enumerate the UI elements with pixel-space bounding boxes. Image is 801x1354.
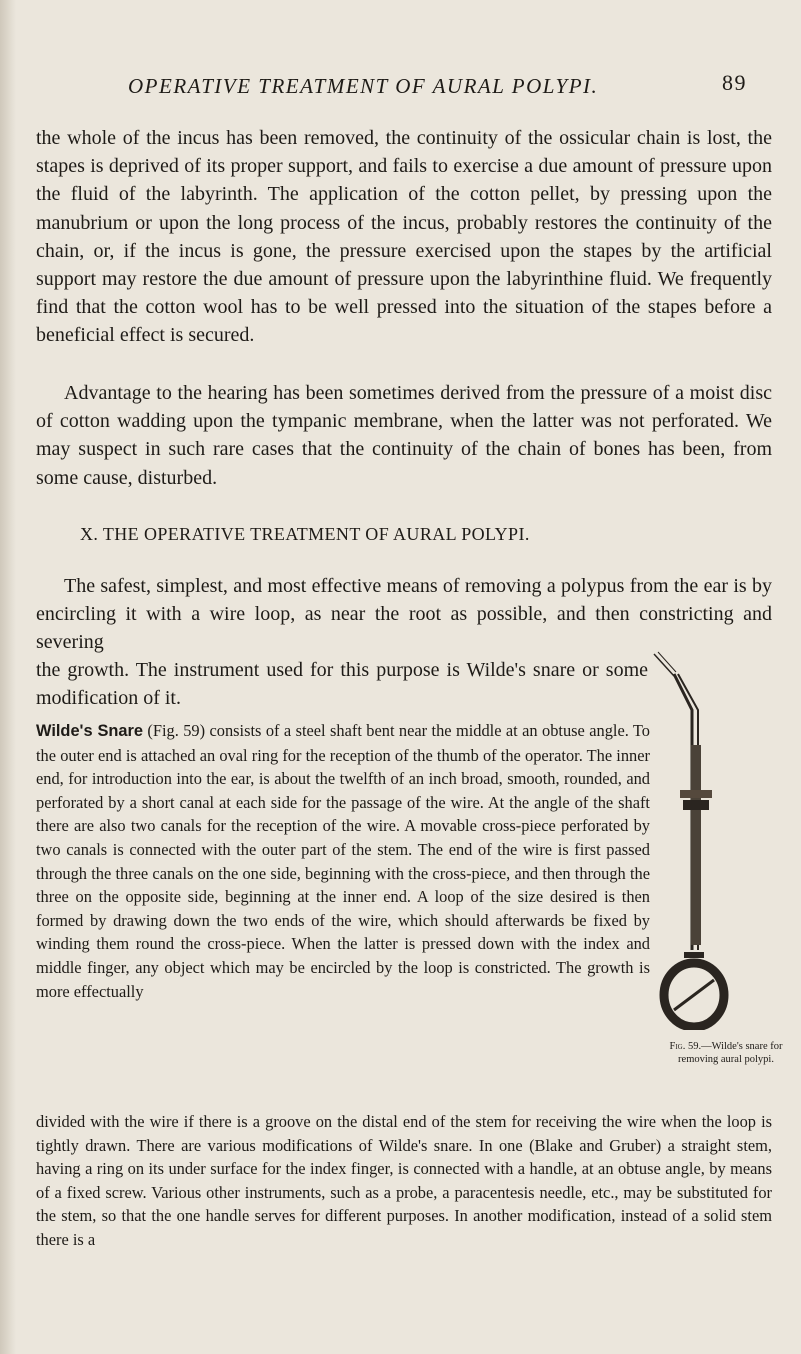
paragraph-4: [36, 719, 650, 1003]
wilde-snare-lead: Wilde's Snare: [36, 722, 143, 740]
paragraph-1: the whole of the incus has been removed, the continuity of the ossicular chain is lost, the stapes is deprived of its proper support, and fails to exercise a due amount of pressure upon the fluid of the labyrinth. The application of the cotton pellet, by pressing upon the manubrium or upon the long process of the incus, probably restores the continuity of the chain, or, if the incus is gone, the pressure exercised upon the stapes by the artificial support may restore the due amount of pressure upon the labyrinthine fluid. We frequently find that the cotton wool has to be well pressed into the situation of the stapes before a beneficial effect is secured.: [36, 127, 772, 347]
paragraph-2: Advantage to the hearing has been sometimes derived from the pressure of a moist disc of cotton wadding upon the tympanic membrane, when the latter was not perforated. We may suspect in such rare cases that the continuity of the chain of bones has been, from some cause, disturbed.: [36, 382, 772, 489]
page-gutter-shadow: [0, 0, 16, 1354]
paragraph-4-body: (Fig. 59) consists of a steel shaft bent near the middle at an obtuse angle. To the outer end is attached an oval ring for the reception of the thumb of the operator. The inner end, for introduction into the ear, is about the twelfth of an inch broad, smooth, rounded, and perforated by a short canal at each side for the passage of the wire. At the angle of the shaft there are also two canals for the reception of the wire. A movable cross-piece perforated by two canals is connected with the outer part of the stem. The end of the wire is first passed through the three canals on the one side, beginning with the cross-piece, and then through the three on the opposite side, beginning at the inner end. A loop of the size desired is then formed by drawing down the two ends of the wire, which should afterwards be fixed by winding them round the cross-piece. When the latter is pressed down with the index and middle finger, any object which may be encircled by the loop is constricted. The growth is more effectually: [36, 721, 650, 1001]
figure-caption-text: —Wilde's snare for removing aural polypi.: [678, 1041, 783, 1065]
paragraph-3-full-width: The safest, simplest, and most effective means of removing a polypus from the ear is by encircling it with a wire loop, as near the root as possible, and then constricting and severing: [36, 575, 772, 654]
wilde-snare-illustration: [648, 650, 758, 1030]
section-heading: X. THE OPERATIVE TREATMENT OF AURAL POLYPI.: [80, 524, 530, 544]
paragraph-3-wrapped: the growth. The instrument used for this purpose is Wilde's snare or some modification of it.: [36, 659, 648, 710]
figure-number: Fig. 59.: [669, 1041, 702, 1052]
page-number: 89: [722, 70, 747, 95]
paragraph-5: divided with the wire if there is a groove on the distal end of the stem for receiving the wire when the loop is tightly drawn. There are various modifications of Wilde's snare. In one (Blake and Gruber) a straight stem, having a ring on its under surface for the index finger, is connected with a handle, at an obtuse angle, by means of a fixed screw. Various other instruments, such as a probe, a paracentesis needle, etc., may be substituted for the stem, so that the one handle serves for different purposes. In another modification, instead of a solid stem there is a: [36, 1112, 772, 1249]
running-head: OPERATIVE TREATMENT OF AURAL POLYPI.: [128, 74, 599, 98]
figure-caption: [666, 1040, 786, 1066]
